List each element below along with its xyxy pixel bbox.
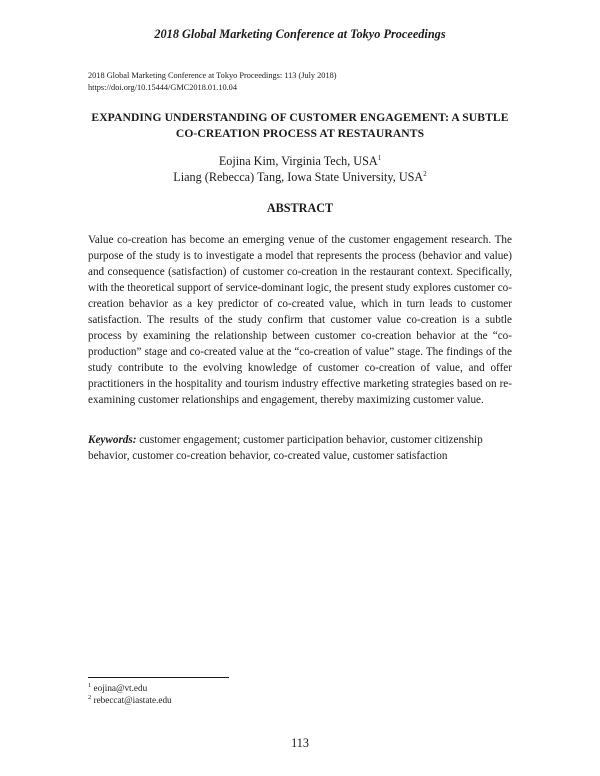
paper-title	[60, 110, 540, 141]
footnote-marker: 2	[423, 169, 427, 178]
author-line	[60, 169, 540, 185]
running-header: 2018 Global Marketing Conference at Tokyo Proceedings	[154, 27, 446, 41]
footnote-item	[88, 682, 172, 694]
author-affiliation: Liang (Rebecca) Tang, Iowa State University, USA	[173, 170, 424, 184]
abstract-heading: ABSTRACT	[266, 201, 334, 215]
author-line	[60, 153, 540, 169]
footnote-item	[88, 694, 172, 706]
author-email-link[interactable]: eojina@vt.edu	[93, 683, 148, 693]
author-email-link[interactable]: rebeccat@iastate.edu	[93, 695, 172, 705]
footnote-marker: 1	[377, 153, 382, 162]
keywords-text: customer engagement; customer participation behavior, customer citizenship behavior, customer co-creation behavior, co-created value, customer satisfaction	[88, 434, 483, 462]
citation-line: 2018 Global Marketing Conference at Tokyo Proceedings: 113 (July 2018)	[88, 71, 337, 80]
author-affiliation: Eojina Kim, Virginia Tech, USA	[218, 154, 378, 168]
keywords-paragraph	[88, 432, 518, 464]
footnote-divider	[88, 677, 229, 678]
citation-block	[88, 70, 337, 94]
abstract-body: Value co-creation has become an emerging venue of the customer engagement research. The purpose of the study is to investigate a model that represents the process (behavior and value) and consequence (satisfaction) of customer co-creation in the restaurant context. Specifically, with the theoretical support of service-dominant logic, the present study explores customer co-creation behavior as a key predictor of co-created value, which in turn leads to customer satisfaction. The results of the study confirm that customer value co-creation is a subtle process by examining the relationship between customer co-creation behavior at the “co-production” stage and co-created value at the “co-creation of value” stage. The findings of the study contribute to the evolving knowledge of customer co-creation of value, and offer practitioners in the hospitality and tourism industry effective marketing strategies based on re-examining customer relationships and engagement, thereby maximizing customer value.	[88, 234, 512, 406]
keywords-label: Keywords:	[88, 434, 137, 446]
author-list	[60, 153, 540, 185]
paper-title-line: CO-CREATION PROCESS AT RESTAURANTS	[175, 126, 425, 140]
paper-title-line: EXPANDING UNDERSTANDING OF CUSTOMER ENGAGEMENT: A SUBTLE	[91, 111, 509, 124]
footnotes	[88, 682, 172, 706]
footnote-marker: 2	[88, 693, 92, 701]
page-number: 113	[291, 736, 309, 750]
footnote-marker: 1	[88, 681, 92, 689]
doi-link[interactable]: https://doi.org/10.15444/GMC2018.01.10.04	[88, 83, 237, 92]
